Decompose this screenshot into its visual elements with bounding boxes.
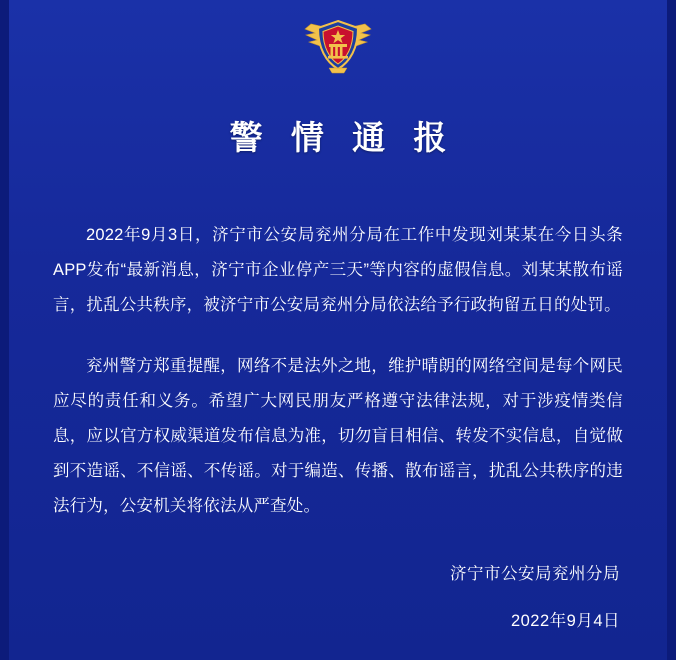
notice-body [53, 218, 623, 524]
notice-paragraph: 2022年9月3日，济宁市公安局兖州分局在工作中发现刘某某在今日头条APP发布“最新消息，济宁市企业停产三天”等内容的虚假信息。刘某某散布谣言，扰乱公共秩序，被济宁市公安局兖州分局依法给予行政拘留五日的处罚。 [53, 226, 623, 314]
page-title: 警 情 通 报 [229, 121, 457, 157]
signature-organization: 济宁市公安局兖州分局 [450, 565, 620, 583]
police-badge-icon [299, 14, 377, 76]
signature-date: 2022年9月4日 [510, 612, 620, 630]
notice-paragraph: 兖州警方郑重提醒，网络不是法外之地，维护晴朗的网络空间是每个网民应尽的责任和义务。希望广大网民朋友严格遵守法律法规，对于涉疫情类信息，应以官方权威渠道发布信息为准，切勿盲目相信、转发不实信息，自觉做到不造谣、不信谣、不传谣。对于编造、传播、散布谣言，扰乱公共秩序的违法行为，公安机关将依法从严查处。 [53, 357, 623, 515]
